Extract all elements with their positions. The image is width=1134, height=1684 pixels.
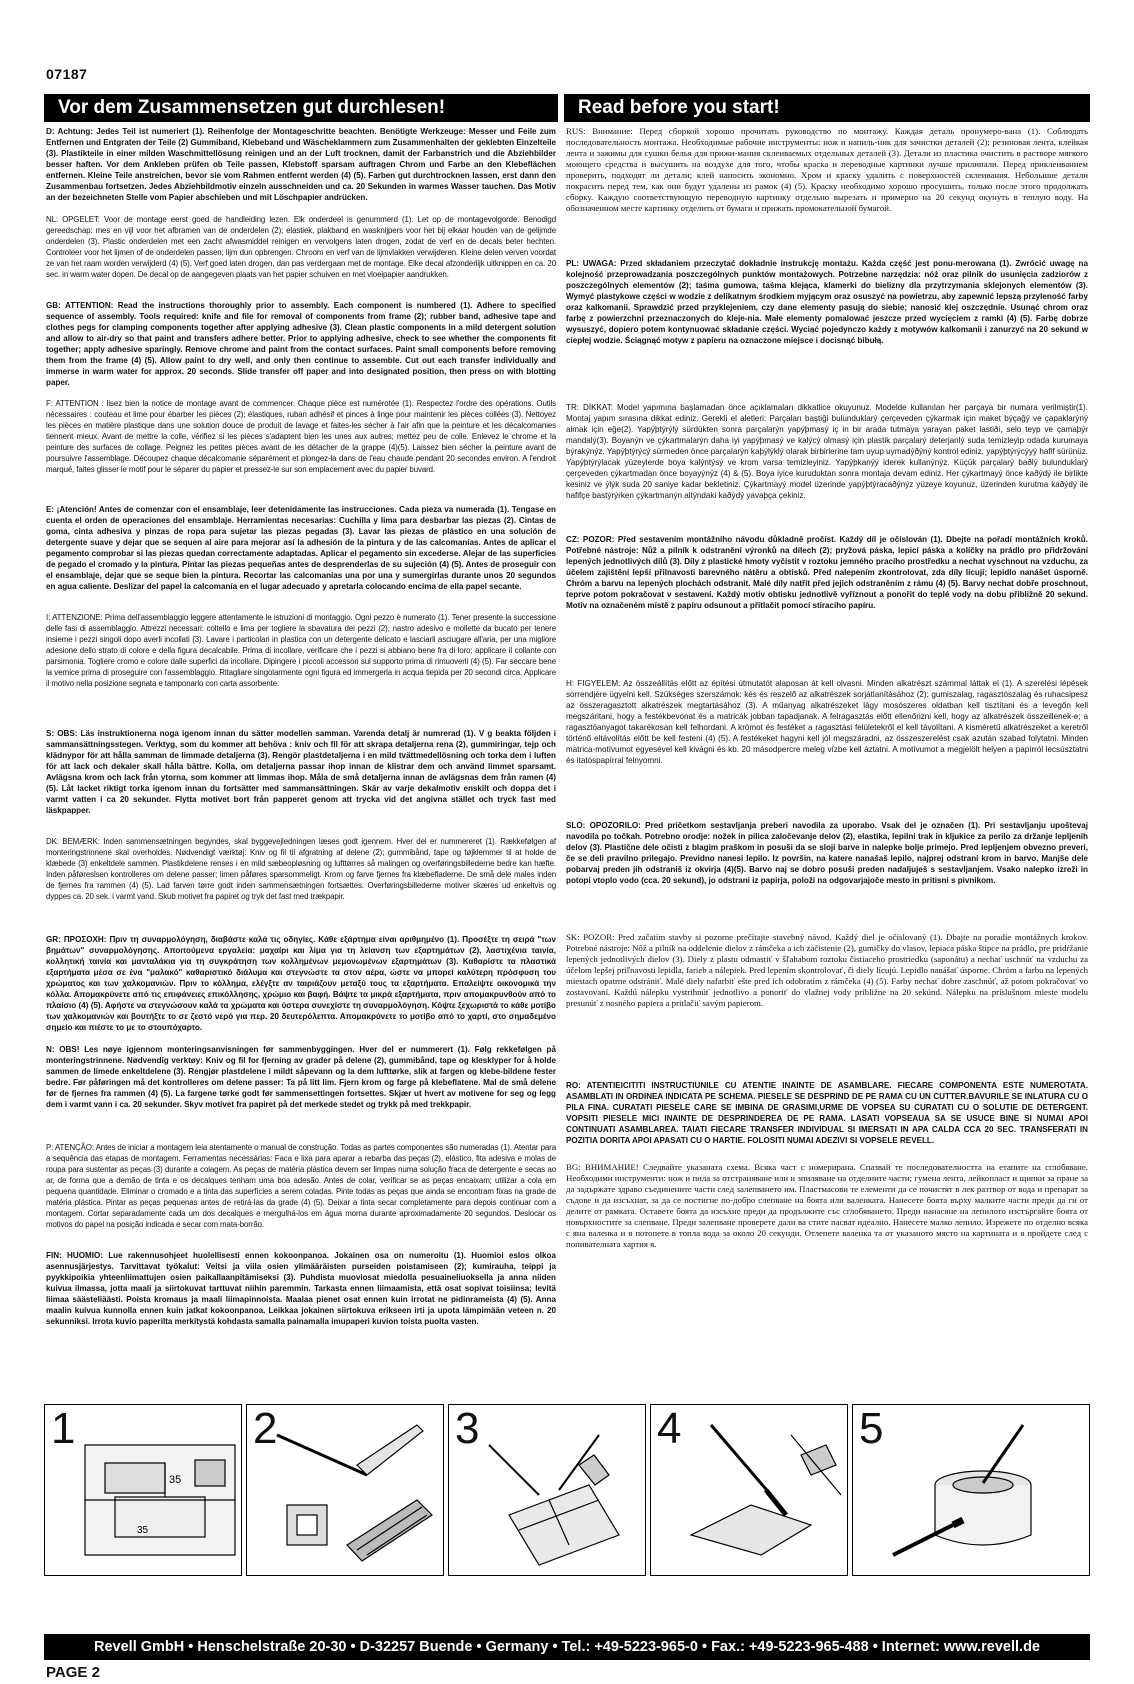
header-german: Vor dem Zusammensetzen gut durchlesen! (44, 94, 558, 122)
paragraph-se: S: OBS: Läs instruktionerna noga igenom innan du sätter modellen samman. Varenda detalj är numrerad (1). V g beakta följden i sammansättningsstegen. Verktyg, som du kommer att behöva : kniv och fil för att skrapa detaljerna rena (2), gummiringar, tejp och klädnypor för att hålla samman de limmade detaljerna (3). Rengör plastdetaljerna i en mild tvättmedellösning och torka dem i luften för att lack och dekaler skall hålla bättre. Kolla, om detaljerna passar ihop innan de klistrar dem och använd limmet sparsamt. Avlägsna krom och lack från ytorna, som kommer att limmas ihop. Måla de små detaljerna innan de avlägsnas dem från ramen (4) (5). Låt lacket riktigt torka igenom innan du fortsätter med sammansättningen. Skär av varje dekalmotiv enskilt och doppa det i varmt vatten i ca 20 sekunder. Flytta motivet bort från papperet genom att trycka vid det angivna stället och tryck fast med läskpapper. (46, 729, 556, 815)
step-number: 3 (455, 1404, 480, 1453)
page-number: PAGE 2 (46, 1664, 100, 1681)
illustration-1-numbered-parts (44, 1404, 242, 1576)
paragraph-de: D: Achtung: Jedes Teil ist numeriert (1). Reihenfolge der Montageschritte beachten. Benötigte Werkzeuge: Messer und Feile zum Entfernen und Entgraten der Teile (2) Gummiband, Klebeband und Wäscheklammern zum Zusammenhalten der geklebten Einzelteile (3). Plastikteile in einer milden Waschmittellösung reinigen und an der Luft trocknen, damit der Farbanstrich und die Abziehbilder besser haften. Vor dem Ankleben prüfen ob Teile passen, Klebstoff sparsam auftragen Chrom und Farbe an den Klebeflächen entfernen. Kleine Teile anstreichen, bevor sie vom Rahmen entfernt werden (4) (5). Farben gut durchtrocknen lassen, erst dann den Zusammenbau fortsetzen. Jedes Abziehbildmotiv einzeln ausschneiden und ca. 20 Sekunden in warmes Wasser tauchen. Das Motiv an der bezeichneten Stelle vom Papier abschieben und mit Löschpapier andrücken. (46, 127, 556, 202)
step-number: 5 (859, 1404, 884, 1453)
paragraph-si: SLO: OPOZORILO: Pred pričetkom sestavljanja preberi navodila za uporabo. Vsak del je označen (1). Pri sestavljanju upoštevaj navodila po točkah. Potrebno orodje: nožek in pilica zaločevanje delov (2), elastika, lepilni trak in kljukice za perilo za držanje lepljenih delov (3). Plastične dele očisti z blagim praškom in posuši da se sloji barve in nalepke bolje primejo. Pred lepljenjem obvezno preveri, če se deli pravilno prilegajo. Previdno nanesi lepilo. Iz površin, na katere nanašaš lepilo, najprej odstrani krom in barvo. Manjše dele pobarvaj preden jih odstraniš iz okvirja (4)(5). Barvo naj se dobro posuši preden nadaljuješ s sestavljanjem. Vsako nalepko izreži in potopi vtoplo vodo (cca. 20 sekund), jo odstrani iz papirja, položi na odgovarjajoče mesto in pritisni s pivnikom. (566, 821, 1088, 885)
paragraph-nl: NL: OPGELET: Voor de montage eerst goed de handleiding lezen. Elk onderdeel is genummerd (1). Let op de montagevolgorde. Benodigd gereedschap: mes en vijl voor het afbramen van de onderdelen (2); elastiek, plakband en wasknijpers voor het bij elkaar houden van de gelijmde onderdelen (3). Plastic onderdelen met een zacht afwasmiddel reinigen en vervolgens laten drogen, zodat de verf en de decals beter hechten. Controleer voor het lijmen of de onderdelen passen; lijm dun opbrengen. Chroom en verf van de lijmvlakken verwijderen. Kleine delen verven voordat ze van het raam worden verwijderd (4) (5). Verf goed laten drogen, dan pas verdergaan met de montage. Elke decal afzonderlijk uitknippen en ca. 20 sec. in warm water dopen. De decal op de aangegeven plaats van het papier schuiven en met vloeipapier aandrukken. (46, 215, 556, 279)
paragraph-cz: CZ: POZOR: Před sestavením montážního návodu důkladně pročíst. Každý díl je očíslován (1). Dbejte na pořadí montážních kroků. Potřebné nástroje: Nůž a pilník k odstranění výronků na dílech (2); pryžová páska, lepicí páska a kolíčky na prádlo pro přidržování lepených jednotlivých dílů (3). Díly z plastické hmoty vyčistit v roztoku jemného pracího prostředku a nechat vyschnout na vzduchu, za účelem zajištění lepší přilnavosti barevného nátěru a obtisků. Před nalepením zkontrolovat, zda díly lícují; lepidlo nanášet úsporně. Chróm a barvu na lepených plochách odstranit. Malé díly natřít před jejich odstraněním z rámu (4) (5). Barvy nechat dobře proschnout, teprve potom pokračovat v sestavení. Každý motiv obtisku jednotlivě vyříznout a ponořit do teplé vody na dobu přibližně 20 sekund. Motiv na označeném místě z papíru odsunout a přitlačit pomocí stíracího papíru. (566, 535, 1088, 610)
paragraph-gb: GB: ATTENTION: Read the instructions thoroughly prior to assembly. Each component is numbered (1). Adhere to specified sequence of assembly. Tools required: knife and file for removal of components from frame (2); rubber band, adhesive tape and clothes pegs for clamping components together after applying adhesive (3). Clean plastic components in a mild detergent solution and allow to air-dry so that paint and transfers adhere better. Prior to applying adhesive, check to see whether the components fit together; apply adhesive sparingly. Remove chrome and paint from the contact surfaces. Paint small components before removing them from the frame (4) (5). Allow paint to dry well, and only then continue to assemble. Cut out each transfer individually and immerse in warm water for approx. 20 seconds. Slide transfer off paper and into designated position, then press on with blotting paper. (46, 301, 556, 387)
paint-jar-drawing (853, 1405, 1090, 1576)
step-number: 1 (51, 1404, 76, 1453)
footer-contact-bar: Revell GmbH • Henschelstraße 20-30 • D-32257 Buende • Germany • Tel.: +49-5223-965-0 • Fax.: +49-5223-965-488 • Internet: www.revell.de (44, 1634, 1090, 1660)
header-english: Read before you start! (564, 94, 1090, 122)
paragraph-es: E: ¡Atención! Antes de comenzar con el ensamblaje, leer detenidamente las instrucciones. Cada pieza va numerada (1). Tengase en cuenta el orden de operaciones del ensamblaje. Herramientas necesarias: Cuchilla y lima para desbarbar las piezas (2). Cintas de goma, cinta adhesiva y pinzas de ropa para sujetar las piezas pegadas (3). Lavar las piezas de plástico en una solución de detergente suave y dejar que se sequen al aire para mejorar así la adhesión de la pintura y de las calcomanías. Antes de aplicar el pegamento comprobar si las piezas quedan correctamente adaptadas. Aplicar el pegamento sin excederse. Alejar de las superficies de pegado el cromado y la pintura. Pintar las piezas pequeñas antes de desprenderlas de su sujeción (4) (5). Antes de proseguir con el ensamblaje, dejar que se seque bien la pintura. Recortar las calcomanías una por una y sumergirlas durante unos 20 segundos en agua caliente. Deslizar del papel la calcomanía en el lugar adecuado y apretarla colocando encima de ella papel secante. (46, 505, 556, 591)
illustration-4-paint-sprue (650, 1404, 848, 1576)
paragraph-pt: P: ATENÇÃO: Antes de iniciar a montagem leia atentamente o manual de construção. Todas as partes componentes são numeradas (1). Atentar para a sequência das etapas de montagem. Ferramentas necessárias: Faca e lixa para aparar a rebarba das peças (2), elástico, fita adesiva e molas de roupa para sustentar as peças (3) durante a colagem. As peças de matéria plástica devem ser limpas numa solução fraca de detergente e secas ao ar, de forma que a demão de tinta e os decalques tenham uma boa adesão. Antes de colar, verificar se as peças encaixam; utilizar a cola em pequena quantidade. Eliminar o cromado e a tinta das superfícies a serem coladas. Pinte todas as peças que ainda se encontram fixas na grade de matéria plástica. Pintar as peças pequenas antes de retirá-las da grade (4) (5). Deixar a tinta secar completamente para depois continuar com a montagem. Cortar separadamente cada um dos decalques e mergulhá-los em água morna durante aproximadamente 20 segundos. Deslocar os motivos do papel na posição indicada e secar com mata-borrão. (46, 1143, 556, 1229)
step-number: 2 (253, 1404, 278, 1453)
paragraph-bg: BG: ВНИМАНИЕ! Следвайте указаната схема. Всяка част с номерирана. Спазвай те последователността на етапите на сглобяване. Необходими инструменти: нож и пила за отстраняване или и зпиляване на отделните части; гумена лента, лейкопласт и щипки за пране за да задържате здраво съединените части след залепването им. Пластмасови те елементи да се почистят в лек разтвор от вода и препарат за съдове и да изсъхнат, за да се постигне по-добро слепване на боята или валенката. Нанесете боята върху малките части преди да ги от делите от рамката. Оставете боята да изсъхне преди да продължите със сглобяването. Преди нанасяне на лепилото изстъргайте боята от повърхностите за слепване. Преди залепване проверете дали ва стите пасват идеално. Нанесете малко лепило. Изрежете по отделно всяка с яна валенка и я потопете в топла вода за около 20 секунди. Отлепете валенка та от указаното място на картината и я пройдете след с попивателната хартия я. (566, 1162, 1088, 1249)
paragraph-dk: DK: BEMÆRK: Inden sammensætningen begyndes, skal byggevejledningen læses godt igennem. Hver del er nummereret (1). Rækkefølgen af monteringstrinnene skal overholdes. Nødvendigt værktøj: Kniv og fil til afgratning af delene (2); gummibånd, tape og tøjklemmer til at holde de klæbede (3) enkeltdele sammen. Plastikdelene renses i en mild sæbeopløsning og lufttørres så malingen og overføringsbillederne bedre kan hæfte. Inden påføreslsen kontrolleres om delene passer; limen påføres sparsommeligt. Krom og farve fjernes fra klæbefladerne. De små dele males inden de fjernes fra rammen (4) (5). Lad farven tørre godt inden sammensætningen fortsættes. Overføringsbillederne motiver skæres ud enkeltvis og dyppes ca. 20 sek. i varmt vand. Skub motivet fra papiret og tryk det fast med trækpapir. (46, 837, 556, 901)
paragraph-sk: SK: POZOR: Pred začatím stavby si pozorne prečítajte stavebný návod. Každý diel je očíslovaný (1). Dbajte na poradie montážnych krokov. Potrebné nástroje: Nôž a pilník na oddelenie dielov z rámčeka a ich začistenie (2), gumičky do vlasov, lepiaca páska štipce na prádlo, pre pridŕžanie lepených jednotlivých dielov (3). Diely z plastu odmastiť v šľahabom roztoku čistiaceho prostriedku (saponátu) a nechať uschnúť na vzduchu za účelom lepšej priľnavosti lepidla, farieb a nálepiek. Pred lepením skontrolovať, či diely lícujú. Lepidlo nanášať úsporne. Chróm a farbu na lepených miestach opatrne odstrániť. Malé diely nafarbiť ešte pred ich odobratím z rámčeka (4) (5). Farby nechať dobre zaschnúť, až potom pokračovať vo zostavovaní. Každú nálepku vystrihnúť jednotlivo a ponoriť do vlažnej vody približne na 20 sekúnd. Nálepku na príslušnom mieste modelu presunúť z nosného papiera a pritlačiť savým papierom. (566, 932, 1088, 1008)
paragraph-no: N: OBS! Les nøye igjennom monteringsanvisningen før sammenbyggingen. Hver del er nummerert (1). Følg rekkefølgen på monteringstrinnene. Nødvendig verktøy: Kniv og fil for fjerning av grader på delene (2), gummibånd, tape og klesklyper for å holde sammen de limede enkeltdelene (3). Rengjør plastdelene i mildt såpevann og la dem lufttørke, slik at fargen og klebe-bildene fester bedre. Før påføringen må det kontrolleres om delene passer: Ta på litt lim. Fjern krom og farge på klebeflatene. Mal de små delene før de fjernes fra rammen (4) (5). La fargene tørke godt før sammensettingen fortsettes. Skjær ut hvert av motivene for seg og legg dem i varmt vann i ca. 20 sekunder. Skyv motivet fra papiret på det merkede stedet og trykk på med trekkpapir. (46, 1045, 556, 1109)
knife-file-drawing (247, 1405, 444, 1576)
brush-drawing (651, 1405, 848, 1576)
paragraph-tr: TR: DİKKAT: Model yapımına başlamadan önce açıklamaları dikkatlice okuyunuz. Modelde kullanılan her parçaya bir numara verilmiştir(1). Montaj yapım sırasına dikkat ediniz. Gerekli el aletleri: Parçaları baştiği bulunduklarý çerçeveden çýkarmak için maket býçağý ve çapaklarýný almak için eğe(2). Yapýþtýrýlý sürdükten sonra parçalarýn yapýþmasý iç in bir arada tutmaya yarayan paket lastiði, selo teyp ve çamaþýr mandalý(3). Boyanýn ve çýkartmalarýn daha iyi yapýþmasý ve kalýcý olmasý için plastik parçalarý deterjanlý suda temizleyip odada kurumaya býrakýnýz. Yapýþtýrýcý sürmeden önce parçalarýn kaþýlýklý olarak birbirlerine tam uyup uymadýðýný kontrol ediniz, yapýþtýrýcýyý hafif sürünüz. Yapýþtýrýlacak yüzeylerde boya kalýntýsý ve krom varsa temizleyiniz. Yapýþkanýý iderek kullanýnýz. Küçük parçalarý baðlý bulunduklarý çerçeveden çýkartmadan önce boyayýnýz (4) & (5). Boya iyice kuruduktan sonra montaja devam ediniz. Her çýkartmayý önce kaðýdý ile birlikte kesiniz ve ýlýk suda 20 saniye kadar bekletiniz. Çýkartmayý model üzerinde yapýþtýracaðýnýz yüzeye koyunuz, üzerinden kurutma kaðýdý ile hafifçe bastýrýrken çýkartmanýn altýndaki kaðýdý yavaþça çekiniz. (566, 403, 1088, 500)
paragraph-gr: GR: ΠΡΟΣΟΧΗ: Πριν τη συναρμολόγηση, διαβάστε καλά τις οδηγίες. Κάθε εξάρτημα είναι αριθμημένο (1). Προσέξτε τη σειρά "των βημάτων" συναρμολόγησης. Αποιτούμενα εργαλεία: μαχαίρι και λίμα για τη λείανση των εξαρτημάτων (2), λαστιχένια ταινία, κολλητική ταινία και μανταλάκια για τη συγκράτηση των κολλημένων μεμονωμένων εξαρτημάτων (3). Καθαρίστε τα πλαστικά εξαρτήματα μέσα σε ένα "μαλακό" καθαριστικό διάλυμα και στεγνώστε τα στον αέρα, ώστε να μπορεί καλύτερη πρόσφυση του χρώματος και των χαλκομανιών. Πριν το κόλλημα, ελέγξτε αν ταιριάζουν μεταξύ τους τα εξαρτήματα. Επαλείψτε οικονομικά την κόλλα. Απομακρύνετε από τις επιφάνειες επικόλλησης, χρώμιο και βαφή. Βάψτε τα μικρά εξαρτήματα, πριν απομακρυνθούν από το πλαίσιο (4) (5). Αφήστε να στεγνώσουν καλά τα χρώματα και ύστερα συνεχίστε τη συναρμολόγηση. Κόψτε ξεχωριστά το κάθε μοτίβο των χαλκομανιών και βουτήξτε το σε ζεστό νερό για περ. 20 δευτερόλεπτα. Απομακρύνετε το μοτίβο από το χαρτί, στο σημαδεμένο σημείο και πιέστε το με το στουπόχαρτο. (46, 935, 556, 1032)
paragraph-fi: FIN: HUOMIO: Lue rakennusohjeet huolellisesti ennen kokoonpanoa. Jokainen osa on numeroitu (1). Huomioi eslos olkoa asennusjärjestys. Tarvittavat työkalut: Veitsi ja viila osien ylimääräisten purseiden poistamiseen (2); kumirauha, teippi ja pyykkipoikia yhteenliimattujen osien paikallaanpitämiseksi (3). Puhdista muoviosat miedolla pesuaineliuoksella ja anna niiden kuivua ilmassa, jotta maali ja siirtokuvat tarttuvat niihin paremmin. Tarkasta ennen liimaamista, että osat sopivat toisiinsa; levitä liimaa säästeliäästi. Poista kromaus ja maali liimapinnoista. Maalaa pienet osat ennen kuin irrotat ne pidinrameista (4) (5). Anna maalin kuivua kunnolla ennen kuin jatkat kokoonpanoa. Leikkaa jokainen siirtokuva erikseen irti ja upota lämpimään veteen n. 20 sekunniksi. Irrota kuvio paperilta merkitystä kohdasta samalla painamalla imupaperi kuvion toista puolta vasten. (46, 1251, 556, 1326)
illustration-3-glue-clamp (448, 1404, 646, 1576)
clamp-drawing (449, 1405, 646, 1576)
paragraph-fr: F: ATTENTION : lisez bien la notice de montage avant de commencer. Chaque pièce est numérotée (1). Respectez l'ordre des opérations. Outils nécessaires : couteau et lime pour ébarber les pièces (2); élastiques, ruban adhésif et pinces à linge pour maintenir les pièces collées (3). Nettoyez les pièces en matière plastique dans une solution douce de produit de lavage et faites-les sécher à l'air afin que la peinture et les décalcomanies tiennent mieux. Avant de mettre la colle, vérifiez si les pièces s'adaptent bien les unes aux autres; mettez peu de colle. Enlevez le chrome et la peinture des surfaces de collage. Peignez les petites pièces avant de les détacher de la grappe (4)(5). Laissez bien sécher la peinture avant de poursuivre l'assemblage. Découpez chaque décalcomanie séparément et plongez-la dans de l'eau chaude pendant 20 secondes environ. A l'endroit marqué, faites glisser le motif pour le séparer du papier et pressez-le sur son emplacement avec du papier buvard. (46, 399, 556, 474)
paragraph-it: I: ATTENZIONE: Prima dell'assemblaggio leggere attentamente le istruzioni di montaggio. Ogni pezzo è numerato (1). Tener presente la successione delle fasi di assemblaggio. Attrezzi necessari: coltello e lima per togliere la sbavatura dei pezzi (2), nastro adesivo e mollette da bucato per tenere insieme i pezzi singoli dopo averli incollati (3). Lavare i particolari in plastica con un detergente delicato e lasciarli asciugare all'aria, per una migliore adesione dello strato di colore e della figura decalcabile. Prima di incollare, verificare che i pezzi si abbiano bene fra di loro; applicare il collante con parsimonia. Togliere cromo e colore dalle superfici da incollare. Dipingere i piccoli accessori sul supporto prima di rimuoverli (4) (5). Far seccare bene la vernice prima di proseguire con l'assemblaggio. Ritagliare singolarmente ogni figura ed immergerla in acqua tiepida per 20 secondi circa. Applicare il motivo nella posizione segnata e tamponarlo con carta assorbente. (46, 613, 556, 688)
doc-code: 07187 (46, 66, 88, 82)
paragraph-ro: RO: ATENTIEICITITI INSTRUCTIUNILE CU ATENTIE INAINTE DE ASAMBLARE. FIECARE COMPONENTA ESTE NUMEROTATA. ASAMBLATI IN ORDINEA INDICATA PE SCHEMA. PIESELE SE DESPRIND DE PE RAMA CU UN CUTTER.BAVURILE SE INLATURA CU O PILA FINA. CURATATI PIESELE CARE SE IMBINA DE GRASIMI,URME DE VOPSEA SU CURATATI CU O SOLUTIE DE DETERGENT. VOPSITI PIESELE MICI INAINTE DE DESPRINDEREA DE PE RAMA. LASATI VOPSEAUA SA SE USUCE BINE SI NUMAI APOI CONTINUATI ASAMBLAREA. TAIATI FIECARE TRANSFER INDIVIDUAL SI IMERSATI IN APA CALDA CCA 20 SEC. TRANSFERATI IN POZITIA DORITA APOI APASATI CU O HARTIE. FOLOSITI NUMAI ADEZIVI SI VOPSELE REVELL. (566, 1081, 1088, 1145)
illustration-5-paint-part (852, 1404, 1090, 1576)
paragraph-ru: RUS: Внимание: Перед сборкой хорошо прочитать руководство по монтажу. Каждая деталь пронумеро-вана (1). Соблюдать последовательность монтажа. Необходимые рабочие инструменты: нож и напиль-ник для зачистки деталей (2); резиновая лента, клейкая лента и зажимы для сушки белья для прижи-мания склеиваемых отдельных деталей (3). Детали из пластика очистить в растворе мягкого моющего средства и высушить на воздухе для того, чтобы краска и переводные картинки лучше прилипали. Перед приклеиванием проверить, подходят ли детали; клей наносить экономно. Хром и краску удалить с поверхностей склеивания. Небольшие детали покрасить перед тем, как они будут удалены из рамок (4) (5). Краску необходимо хорошо просушить, только после этого продолжать сборку. Каждую соответствующую переводную картинку отдельно вырезать и примерно на 20 секунд окунуть в теплую воду. На обозначенном месте картинку отделить от бумаги и прижать промокательной бумагой. (566, 126, 1088, 213)
step-number: 4 (657, 1404, 682, 1453)
part-number-label: 35 (137, 1525, 149, 1536)
part-number-label: 35 (169, 1474, 182, 1486)
paragraph-hu: H: FIGYELEM: Az összeállítás előtt az építési útmutatót alaposan át kell olvasni. Minden alkatrészt számmal láttak el (1). A szerelési lépések sorrendjére ügyelni kell. Szükséges szerszámok: kés és reszelő az alkatrészek sorjátlanításához (2); gumiszalag, ragasztószalag és ruhacsipesz az összeragasztott alkatrészek megtartásához (3). A műanyag alkatrészeket lágy mosószeres oldatban kell tisztítani és a levegőn kell megszáritani, hogy a festékbevonat és a matricák jobban tapadjanak. A felragasztás előtt ellenőrizni kell, hogy az alkatrészek összeillenek-e; a ragasztóanyagot takarékosan kell felhordani. A krómot és festéket a ragasztási felületekről el kell távolítani. A kisméretű alkatrészeket a keretről történő eltávolítás előtt be kell festeni (4) (5). A festékeket hagyni kell jól megszáradni, az összeszerelést csak azután szabad folytatni. Minden matrica-motívumot egyesével kell kivágni és kb. 20 másodpercre meleg vízbe kell áztatni. A motívumot a megjelölt helyen a papírról lecsúsztatni és itatóspapírral felnyomni. (566, 679, 1088, 765)
illustration-2-cut-parts (246, 1404, 444, 1576)
paragraph-pl: PL: UWAGA: Przed składaniem przeczytać dokładnie instrukcję montażu. Każda część jest ponu-merowana (1). Zwrócić uwagę na kolejność przeprowadzania poszczególnych punktów montażowych. Potrzebne narzędzia: nóż oraz pilnik do usunięcia zadziorów z poszczególnych elementów (2); taśma gumowa, taśma klejąca, klamerki do bielizny dla przytrzymania sklejonych elementów (3). Wymyć plastykowe części w wodzie z delikatnym środkiem myjącym oraz osuszyć na powietrzu, aby zapewnić lepszą przyleność farby oraz kalkomanii. Sprawdzić przed przyklejeniem, czy dane elementy pasują do siebie; nanosić klej oszczędnie. Usunąć chrom oraz farbę z powierzchni przeznaczonych do kleje-nia. Małe elementy pomalować jeszcze przed wycięciem z ramki (4) (5). Farbę dobrze wysuszyć, dopiero potem kontynuować składanie części. Wyciąć pojedynczo każdy z motywów kalkomanii i zanurzyć na 20 sekund w ciepłej wodzie. Ściągnąć motyw z papieru na oznaczone miejsce i docisnąć bibułą. (566, 259, 1088, 345)
numbered-sprue-drawing (45, 1405, 242, 1576)
